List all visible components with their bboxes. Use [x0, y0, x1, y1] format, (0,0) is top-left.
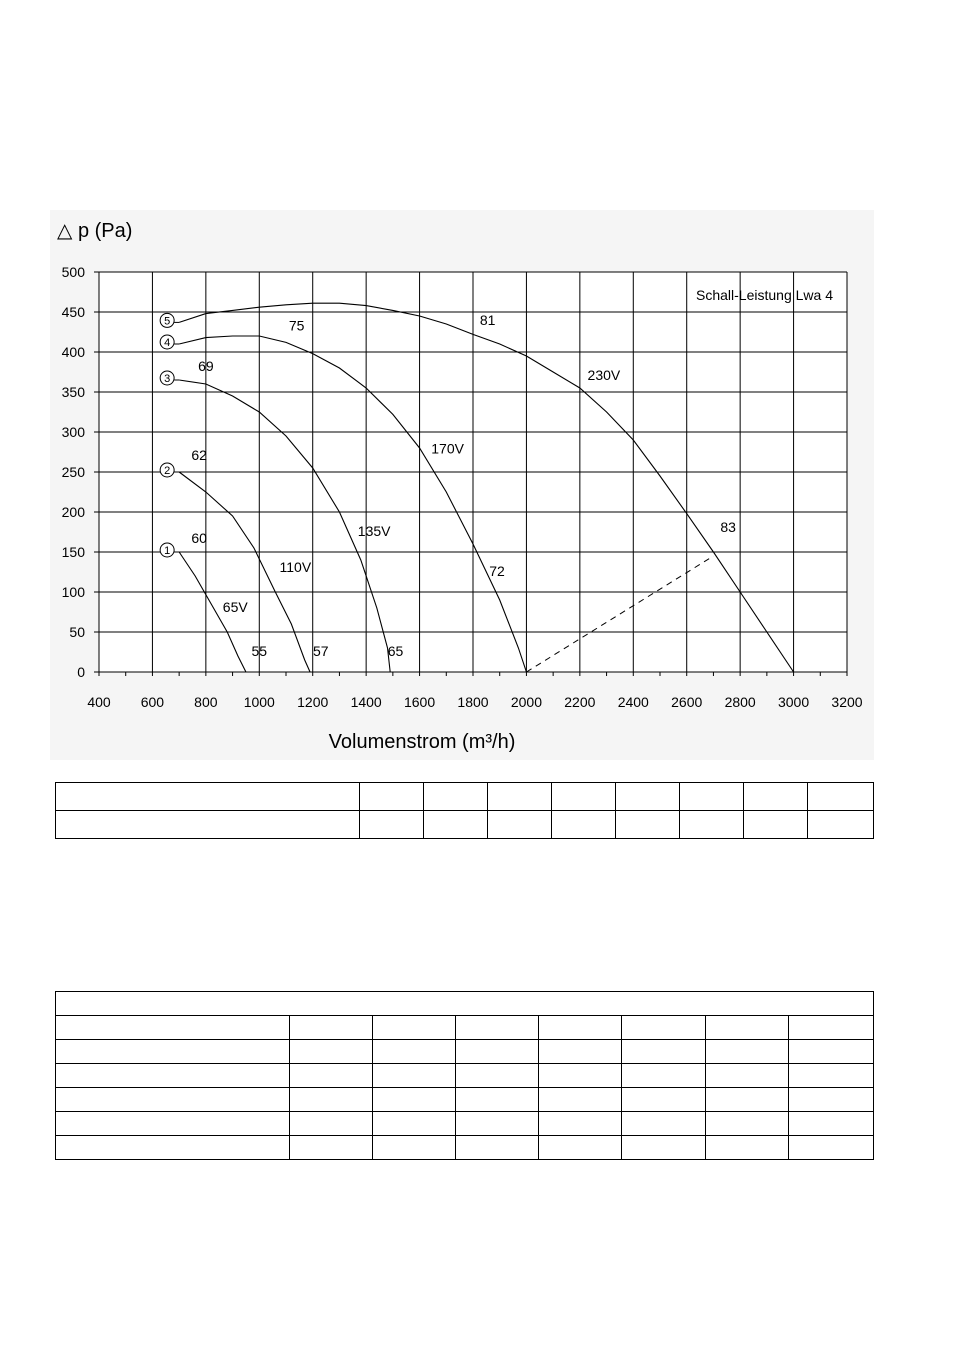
table-row [56, 1088, 874, 1112]
y-tick-label: 250 [61, 464, 85, 480]
annotation-label: 57 [312, 643, 329, 659]
y-tick-label: 350 [61, 384, 85, 400]
table-row [56, 1136, 874, 1160]
series-marker-label-2: 2 [164, 465, 171, 477]
fan-curve-chart [50, 210, 874, 760]
annotation-label: 110V [279, 559, 312, 575]
x-tick-label: 1600 [403, 694, 436, 710]
table-top [55, 782, 874, 839]
grid-lines [94, 272, 847, 676]
annotation-label: 135V [357, 523, 391, 539]
chart-area [50, 210, 874, 760]
table-header-row [56, 992, 874, 1016]
x-tick-label: 1000 [243, 694, 275, 710]
x-tick-label: 3200 [831, 694, 863, 710]
annotation-label: 83 [720, 519, 736, 535]
annotation-label: 69 [198, 358, 214, 375]
annotation-label: 75 [288, 317, 305, 334]
x-tick-label: 1800 [457, 694, 489, 710]
annotation-label: 170V [431, 440, 464, 457]
series-marker-label-3: 3 [164, 373, 171, 385]
x-tick-label: 2600 [671, 694, 703, 710]
x-tick-labels [87, 694, 862, 710]
annotation-label: 62 [191, 447, 207, 463]
y-axis-title: △ p (Pa) [57, 220, 133, 242]
annotation-label: 65V [222, 599, 248, 615]
x-tick-label: 3000 [777, 694, 810, 710]
series-marker-label-4: 4 [164, 337, 171, 349]
x-tick-label: 600 [140, 694, 165, 710]
y-tick-label: 300 [61, 424, 85, 440]
x-axis-title: Volumenstrom (m³/h) [328, 731, 516, 753]
table-row [56, 1064, 874, 1088]
y-tick-labels [62, 264, 86, 680]
y-tick-label: 100 [61, 584, 85, 600]
table-row [56, 783, 874, 811]
annotation-label: 55 [251, 643, 268, 659]
table-row [56, 1016, 874, 1040]
table-bottom [55, 991, 874, 1160]
legend-sound-power: Schall-Leistung Lwa 4 [696, 287, 833, 303]
table-row [56, 1040, 874, 1064]
x-tick-label: 2000 [510, 694, 543, 710]
x-tick-label: 2400 [617, 694, 649, 710]
series-marker-label-1: 1 [164, 545, 171, 557]
x-tick-label: 1200 [297, 694, 329, 710]
table-row [56, 811, 874, 839]
y-tick-label: 50 [69, 624, 85, 640]
annotation-label: 72 [489, 563, 505, 579]
annotation-label: 230V [587, 367, 621, 383]
annotation-label: 60 [191, 530, 207, 547]
x-tick-label: 1400 [350, 694, 382, 710]
y-tick-label: 400 [61, 344, 85, 360]
x-tick-label: 800 [194, 694, 218, 710]
x-tick-label: 400 [87, 694, 111, 710]
table-row [56, 1112, 874, 1136]
y-tick-label: 150 [61, 544, 85, 560]
annotation-label: 81 [479, 311, 496, 328]
x-tick-label: 2200 [564, 694, 596, 710]
y-tick-label: 450 [61, 304, 85, 320]
y-tick-label: 500 [61, 264, 85, 280]
y-tick-label: 200 [61, 504, 85, 520]
x-tick-label: 2800 [724, 694, 756, 710]
series-marker-label-5: 5 [164, 315, 171, 328]
y-tick-label: 0 [77, 664, 85, 680]
annotation-label: 65 [387, 643, 404, 659]
